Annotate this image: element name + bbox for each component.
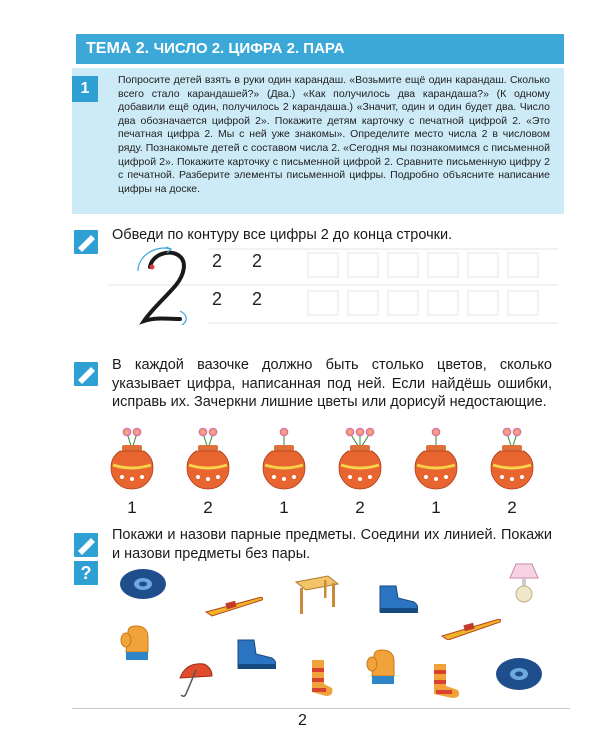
trace-digit: 2 bbox=[252, 289, 263, 309]
vase-number-label: 1 bbox=[431, 498, 441, 517]
table-icon bbox=[292, 572, 340, 616]
boot-icon bbox=[232, 636, 280, 676]
vase-number-label: 1 bbox=[127, 498, 137, 517]
task4-instruction: Покажи и назови парные предметы. Соедини их линией. Покажи и назови предметы без пары. bbox=[112, 527, 552, 562]
sock-icon bbox=[428, 662, 466, 702]
teacher-note-panel bbox=[72, 68, 564, 214]
vase-icon bbox=[180, 425, 236, 495]
ski-icon bbox=[204, 590, 264, 618]
question-icon: ? bbox=[74, 561, 98, 585]
umbrella-icon bbox=[176, 658, 216, 698]
vase-number-label: 2 bbox=[203, 498, 213, 517]
handwriting-practice-area bbox=[108, 245, 558, 335]
vase-icon bbox=[256, 425, 312, 495]
boot-icon bbox=[374, 582, 422, 618]
writing-grid bbox=[108, 245, 558, 335]
mitten-icon bbox=[364, 648, 402, 688]
topic-header bbox=[76, 34, 564, 64]
task-number-badge: 1 bbox=[72, 76, 98, 102]
vase-number-label: 1 bbox=[279, 498, 289, 517]
ski-icon bbox=[440, 612, 502, 640]
trace-digit: 2 bbox=[252, 251, 263, 271]
vase-icon bbox=[484, 425, 540, 495]
pencil-icon bbox=[74, 533, 98, 557]
wheel-icon bbox=[118, 567, 168, 601]
topic-title: ЧИСЛО 2. ЦИФРА 2. ПАРА bbox=[153, 40, 345, 57]
pencil-icon bbox=[74, 230, 98, 254]
task2-instruction: Обведи по контуру все цифры 2 до конца строчки. bbox=[112, 227, 453, 243]
mitten-icon bbox=[118, 624, 158, 666]
vase-icon bbox=[408, 425, 464, 495]
vase-icon bbox=[104, 425, 160, 495]
vase-number-label: 2 bbox=[355, 498, 365, 517]
trace-digit: 2 bbox=[212, 289, 223, 309]
vase-number-label: 2 bbox=[507, 498, 517, 517]
pencil-icon bbox=[74, 362, 98, 386]
wheel-icon bbox=[494, 656, 544, 692]
task3-instruction: В каждой вазочке должно быть столько цветов, сколько указывает цифра, написанная под ней. Если найдёшь ошибки, исправь их. Зачеркни лишние цветы или дорисуй недостающие. bbox=[112, 357, 552, 410]
trace-digit: 2 bbox=[212, 251, 245, 271]
sock-icon bbox=[306, 658, 336, 700]
footer-divider bbox=[72, 708, 570, 709]
page-number: 2 bbox=[298, 712, 307, 729]
teacher-note-text: Попросите детей взять в руки один карандаш. «Возьмите ещё один карандаш. Сколько всего стало карандашей?» (Два.) «Как получилось два карандаша?» (К одному добавили ещё один, получилось 2 карандаша.) «Значит, один и один будет два. Число два обозначается цифрой 2». Покажите детям карточку с печатной цифрой 2. «Это печатная цифра 2. Мы с ней уже знакомы». Определите место числа 2 в числовом ряду. Познакомьте детей с составом числа 2. «Сегодня мы познакомимся с письменной цифрой 2». Покажите карточку с письменной цифрой 2. Сравните письменную цифру 2 с печатной. Разберите элементы письменной цифры. Подробно объясните написание цифры на доске. bbox=[118, 74, 550, 195]
topic-number: ТЕМА 2. bbox=[86, 40, 150, 57]
lamp-icon bbox=[508, 560, 540, 604]
vases-row bbox=[104, 425, 544, 525]
vase-icon bbox=[332, 425, 388, 495]
